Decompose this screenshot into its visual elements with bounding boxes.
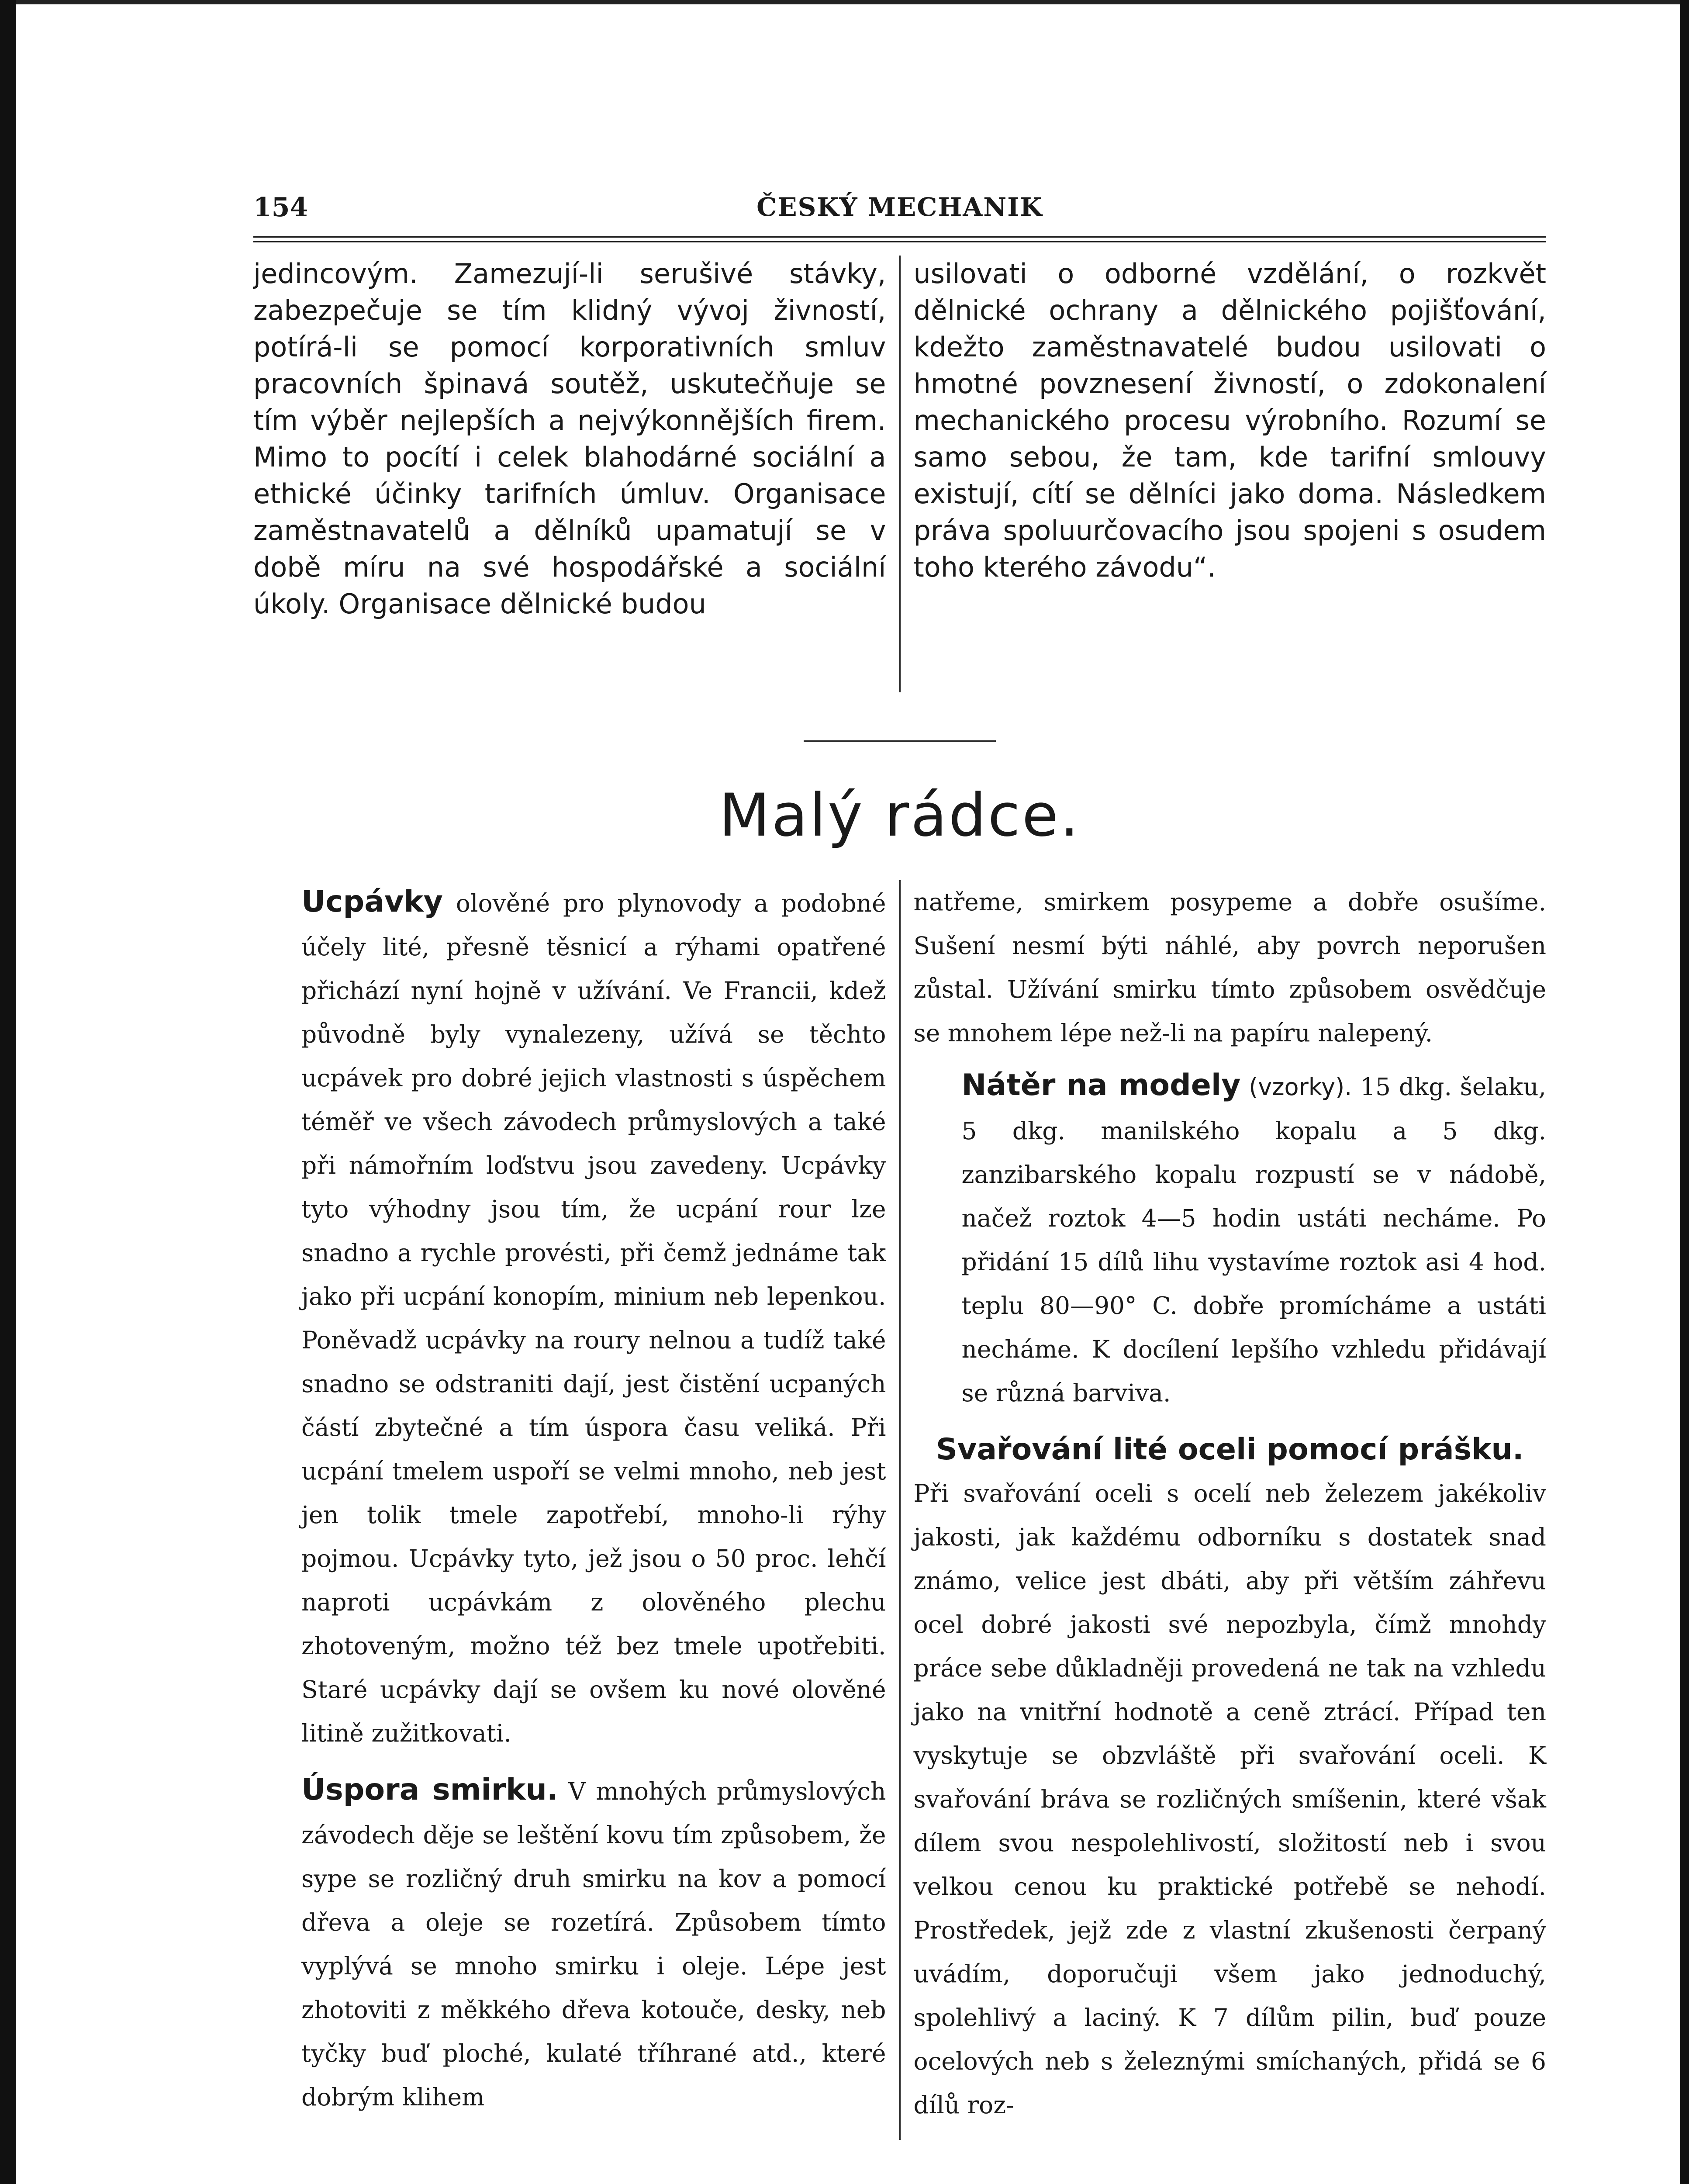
- bottom-columns: [253, 880, 1546, 2140]
- section-divider: [804, 740, 996, 742]
- running-title: ČESKÝ MECHANIK: [756, 192, 1043, 222]
- top-right-column: [901, 256, 1547, 692]
- page-header: [253, 183, 1546, 232]
- page: [253, 183, 1546, 2140]
- article-title: Svařování lité oceli pomocí prášku.: [936, 1432, 1524, 1467]
- article-uspora: [253, 1768, 886, 2119]
- top-columns: [253, 256, 1546, 692]
- header-rule: [253, 236, 1546, 242]
- section-title: Malý rádce.: [719, 781, 1081, 850]
- article-nater: [914, 1064, 1547, 1415]
- top-left-column: [253, 256, 901, 692]
- article-title: Ucpávky: [301, 885, 443, 919]
- top-right-text: usilovati o odborné vzdělání, o rozkvět dělnické ochrany a dělnického pojišťování, kdežto zaměstnavatelé budou usilovati o hmotné povznesení živností, o zdokonalení mechanického procesu výrobního. Rozumí se samo sebou, že tam, kde tarifní smlouvy existují, cítí se dělníci jako doma. Následkem práva spoluurčovacího jsou spojeni s osudem toho kterého závodu“.: [913, 258, 1546, 583]
- article-body: Při svařování oceli s ocelí neb železem jakékoliv jakosti, jak každému odborníku s dostatek snad známo, velice jest dbáti, aby při větším záhřevu ocel dobré jakosti své nepozbyla, čímž mnohdy práce sebe důkladněji provedená ne tak na vzhledu jako na vnitřní hodnotě a ceně ztrácí. Případ ten vyskytuje se obzvláště při svařování oceli. K svařování bráva se rozličných smíšenin, které však dílem svou nespolehlivostí, složitostí neb i svou velkou cenou ku praktické potřebě se nehodí. Prostředek, jejž zde z vlastní zkušenosti čerpaný uvádím, doporučuji všem jako jednoduchý, spolehlivý a laciný. K 7 dílům pilin, buď pouze ocelových neb s železnými smíchaných, přidá se 6 dílů roz-: [913, 1479, 1546, 2119]
- page-number: 154: [253, 192, 308, 223]
- scan-edge-top: [0, 0, 1689, 4]
- top-left-text: jedincovým. Zamezují-li serušivé stávky, zabezpečuje se tím klidný vývoj živností, potírá-li se pomocí korporativních smluv pracovních špinavá soutěž, uskutečňuje se tím výběr nejlepších a nejvýkonnějších firem. Mimo to pocítí i celek blahodárné sociální a ethické účinky tarifních úmluv. Organisace zaměstnavatelů a dělníků upamatují se v době míru na své hospodářské a sociální úkoly. Organisace dělnické budou: [253, 258, 886, 620]
- bottom-left-column: [253, 880, 901, 2140]
- article-body: V mnohých průmyslových závodech děje se leštění kovu tím způsobem, že sype se rozličný druh smirku na kov a pomocí dřeva a oleje se rozetírá. Způsobem tímto vyplývá se mnoho smirku i oleje. Lépe jest zhotoviti z měkkého dřeva kotouče, desky, neb tyčky buď ploché, kulaté tříhrané atd., které dobrým klihem: [301, 1777, 886, 2111]
- scan-edge-right: [1680, 0, 1689, 2184]
- article-body: 15 dkg. šelaku, 5 dkg. manilského kopalu a 5 dkg. zanzibarského kopalu rozpustí se v nádobě, načež roztok 4—5 hodin ustáti necháme. Po přidání 15 dílů lihu vystavíme roztok asi 4 hod. teplu 80—90° C. dobře promícháme a ustáti necháme. K docílení lepšího vzhledu přidávají se různá barviva.: [961, 1073, 1546, 1407]
- article-body: olověné pro plynovody a podobné účely lité, přesně těsnicí a rýhami opatřené přichází nyní hojně v užívání. Ve Francii, kdež původně byly vynalezeny, užívá se těchto ucpávek pro dobré jejich vlastnosti s úspěchem téměř ve všech závodech průmyslových a také při námořním loďstvu jsou zavedeny. Ucpávky tyto výhodny jsou tím, že ucpání rour lze snadno a rychle provésti, při čemž jednáme tak jako při ucpání konopím, minium neb lepenkou. Poněvadž ucpávky na roury nelnou a tudíž také snadno se odstraniti dají, jest čistění ucpaných částí zbytečné a tím úspora času veliká. Při ucpání tmelem uspoří se velmi mnoho, neb jest jen tolik tmele zapotřebí, mnoho-li rýhy pojmou. Ucpávky tyto, jež jsou o 50 proc. lehčí naproti ucpávkám z olověného plechu zhotoveným, možno též bez tmele upotřebiti. Staré ucpávky dají se ovšem ku nové olověné litině zužitkovati.: [301, 889, 886, 1747]
- article-subtitle: (vzorky).: [1249, 1073, 1352, 1101]
- article-continuation: natřeme, smirkem posypeme a dobře osušíme. Sušení nesmí býti náhlé, aby povrch neporušen zůstal. Užívání smirku tímto způsobem osvědčuje se mnohem lépe než-li na papíru nalepený.: [913, 888, 1546, 1047]
- article-svarovani: [914, 1428, 1547, 2127]
- article-title: Nátěr na modely: [961, 1068, 1241, 1102]
- scan-edge-left: [0, 0, 16, 2184]
- article-ucpavky: [253, 880, 886, 1755]
- article-title: Úspora smirku.: [301, 1773, 558, 1807]
- bottom-right-column: [901, 880, 1547, 2140]
